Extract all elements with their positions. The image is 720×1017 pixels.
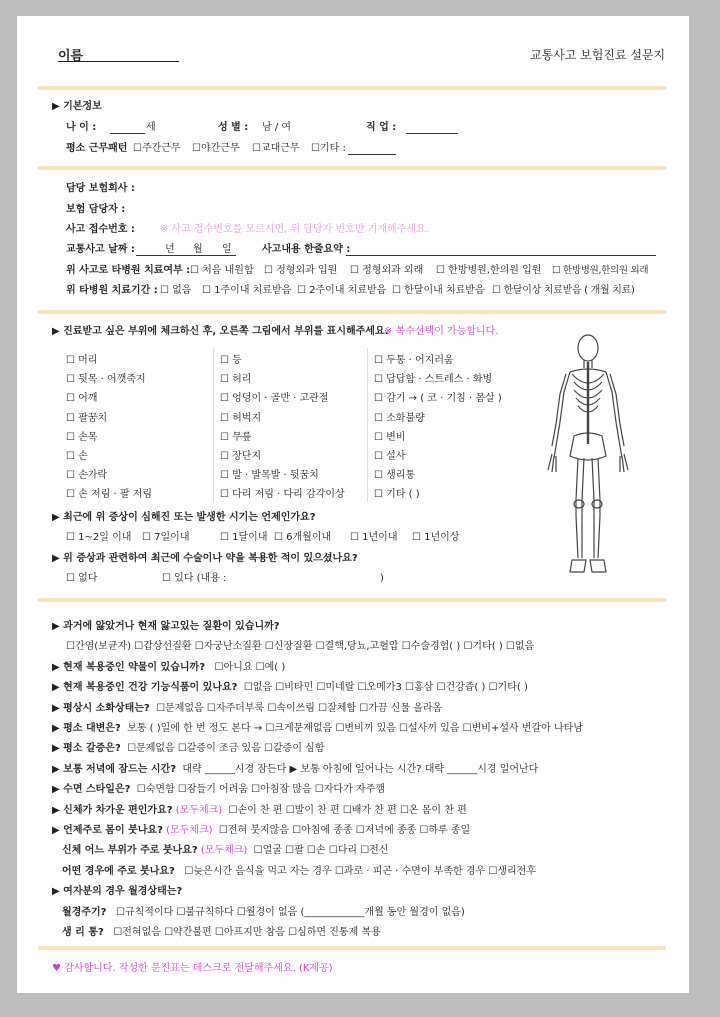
other-hospital-option[interactable]: ☐ 처음 내원함 bbox=[190, 265, 254, 276]
onset-option[interactable]: ☐ 1년이내 bbox=[350, 532, 398, 543]
treatment-period-option[interactable]: ☐ 없음 bbox=[160, 285, 192, 296]
symptom-option[interactable]: ☐ 허벅지 bbox=[220, 412, 262, 424]
symptom-option[interactable]: ☐ 설사 bbox=[374, 451, 406, 463]
work-option[interactable]: ☐교대근무 bbox=[252, 143, 300, 154]
history-question: ▶ 현재 복용중인 건강 기능식품이 있나요? bbox=[52, 682, 238, 694]
column-divider bbox=[367, 348, 368, 502]
history-row bbox=[52, 637, 583, 657]
gender-options[interactable]: 남 / 여 bbox=[262, 122, 292, 133]
history-question: ▶ 과거에 앓았거나 현재 앓고있는 질환이 있습니까? bbox=[52, 621, 280, 632]
basic-section-title: ▶ 기본정보 bbox=[52, 101, 102, 112]
treatment-period-option[interactable]: ☐ 1주이내 치료받음 bbox=[202, 285, 292, 296]
divider-band bbox=[38, 310, 666, 314]
history-question: 생 리 통? bbox=[62, 927, 104, 939]
symptom-option[interactable]: ☐ 손가락 bbox=[66, 470, 108, 482]
other-hospital-option[interactable]: ☐ 한방병원,한의원 입원 bbox=[436, 265, 542, 276]
onset-option[interactable]: ☐ 1달이내 bbox=[220, 532, 268, 543]
surgery-close-paren: ) bbox=[380, 573, 384, 584]
history-question: ▶ 평소 대변은? bbox=[52, 723, 121, 735]
work-option[interactable]: ☐기타 : bbox=[311, 143, 346, 154]
history-row bbox=[52, 923, 583, 943]
work-option[interactable]: ☐주간근무 bbox=[133, 143, 181, 154]
symptom-option[interactable]: ☐ 무릎 bbox=[220, 431, 252, 443]
history-row bbox=[52, 658, 583, 678]
treatment-period-option[interactable]: ☐ 한달이내 치료받음 bbox=[392, 285, 485, 296]
history-answer[interactable]: ☐얼굴 ☐팔 ☐손 ☐다리 ☐전신 bbox=[253, 845, 389, 857]
history-row bbox=[52, 882, 583, 902]
symptom-option[interactable]: ☐ 기타 ( ) bbox=[374, 489, 420, 501]
other-hospital-option[interactable]: ☐ 정형외과 입원 bbox=[264, 265, 338, 276]
history-row bbox=[52, 841, 583, 861]
job-label: 직 업 : bbox=[366, 122, 397, 133]
multi-select-note: ※ 복수선택이 가능합니다. bbox=[384, 326, 499, 337]
history-answer[interactable]: ☐숙면함 ☐잠들기 어려움 ☐아침잠 많음 ☐자다가 자주깸 bbox=[136, 784, 385, 796]
history-answer[interactable]: ☐아니요 ☐예( ) bbox=[214, 661, 286, 673]
history-answer[interactable]: 보통 ( )일에 한 번 정도 본다 → ☐크게문제없음 ☐변비끼 있음 ☐설사끼 있음 ☐변비+설사 번갈아 나타남 bbox=[127, 723, 583, 735]
history-block bbox=[52, 617, 583, 944]
history-row bbox=[52, 801, 583, 821]
age-unit: 세 bbox=[146, 122, 156, 133]
onset-option[interactable]: ☐ 1년이상 bbox=[412, 532, 460, 543]
symptom-option[interactable]: ☐ 손 저림 · 팔 저림 bbox=[66, 489, 152, 501]
history-question: 신체 어느 부위가 주로 붓나요? bbox=[62, 845, 198, 857]
history-question: ▶ 여자분의 경우 월경상태는? bbox=[52, 886, 183, 898]
surgery-question: ▶ 위 증상과 관련하여 최근에 수술이나 약을 복용한 적이 있으셨나요? bbox=[52, 553, 358, 564]
history-answer[interactable]: ☐늦은시간 음식을 먹고 자는 경우 ☐과로 · 피곤 · 수면이 부족한 경우 ☐생리전후 bbox=[184, 865, 536, 877]
history-question: ▶ 수면 스타일은? bbox=[52, 784, 131, 796]
history-question: ▶ 평상시 소화상태는? bbox=[52, 702, 150, 714]
other-hospital-option[interactable]: ☐ 한방병원,한의원 외래 bbox=[552, 265, 649, 276]
check-all-note: (모두체크) bbox=[166, 825, 213, 837]
thanks-text: 감사합니다. 작성한 문진표는 데스크로 전달해주세요. (K제공) bbox=[64, 963, 333, 974]
insurance-manager-label: 보험 담당자 : bbox=[66, 204, 126, 215]
footer-thanks bbox=[52, 963, 333, 975]
history-answer[interactable]: ☐전혀 붓지않음 ☐아침에 종종 ☐저녁에 종종 ☐하루 종일 bbox=[218, 825, 471, 837]
claim-note: ※ 사고 접수번호를 모르시면, 위 담당자 번호만 기재해주세요. bbox=[160, 224, 429, 235]
symptom-option[interactable]: ☐ 답답함 · 스트레스 · 화병 bbox=[374, 374, 493, 386]
insurance-company-label: 담당 보험회사 : bbox=[66, 183, 135, 194]
history-row bbox=[52, 719, 583, 739]
divider-band bbox=[38, 86, 666, 90]
surgery-no-option[interactable]: ☐ 없다 bbox=[66, 573, 98, 584]
onset-question: ▶ 최근에 위 증상이 심해진 또는 발생한 시기는 언제인가요? bbox=[52, 512, 316, 523]
claim-number-label: 사고 접수번호 : bbox=[66, 224, 135, 235]
history-answer[interactable]: ☐없음 ☐비타민 ☐미네랄 ☐오메가3 ☐홍삼 ☐건강즙( ) ☐기타( ) bbox=[243, 682, 528, 694]
symptom-option[interactable]: ☐ 엉덩이 · 골반 · 고관절 bbox=[220, 393, 329, 405]
symptom-option[interactable]: ☐ 뒷목 · 어깻죽지 bbox=[66, 374, 146, 386]
treatment-period-option[interactable]: ☐ 한달이상 치료받음 ( 개월 치료) bbox=[492, 285, 635, 296]
onset-option[interactable]: ☐ 7일이내 bbox=[142, 532, 190, 543]
onset-option[interactable]: ☐ 1~2일 이내 bbox=[66, 532, 132, 543]
work-option[interactable]: ☐야간근무 bbox=[192, 143, 240, 154]
history-row bbox=[52, 821, 583, 841]
history-answer[interactable]: ☐규칙적이다 ☐불규칙하다 ☐월경이 없음 (____________개월 동안 월경이 없음) bbox=[116, 906, 465, 918]
form-title: 교통사고 보험진료 설문지 bbox=[530, 48, 666, 62]
divider-band bbox=[38, 946, 666, 950]
onset-option[interactable]: ☐ 6개월이내 bbox=[274, 532, 332, 543]
other-hospital-label: 위 사고로 타병원 치료여부 : bbox=[66, 265, 191, 276]
symptom-col1 bbox=[66, 351, 152, 505]
history-row bbox=[52, 862, 583, 882]
work-other-field[interactable] bbox=[348, 154, 396, 155]
history-row bbox=[52, 678, 583, 698]
symptom-option[interactable]: ☐ 소화불량 bbox=[374, 412, 425, 424]
accident-date-label: 교통사고 날짜 : bbox=[66, 244, 135, 255]
name-label: 이름 bbox=[58, 49, 84, 64]
symptom-option[interactable]: ☐ 장단지 bbox=[220, 451, 262, 463]
history-row bbox=[52, 760, 583, 780]
divider-band bbox=[38, 166, 666, 170]
column-divider bbox=[213, 348, 214, 502]
history-question: ▶ 신체가 차가운 편인가요? bbox=[52, 804, 173, 816]
history-row bbox=[52, 903, 583, 923]
accident-summary-field[interactable] bbox=[346, 255, 656, 256]
symptom-option[interactable]: ☐ 등 bbox=[220, 355, 242, 366]
symptom-option[interactable]: ☐ 손 bbox=[66, 451, 88, 463]
divider-band bbox=[38, 598, 666, 602]
history-row bbox=[52, 699, 583, 719]
date-day: 일 bbox=[222, 244, 232, 255]
age-label: 나 이 : bbox=[66, 122, 97, 133]
check-all-note: (모두체크) bbox=[175, 804, 223, 816]
symptom-option[interactable]: ☐ 손목 bbox=[66, 431, 98, 443]
accident-summary-label: 사고내용 한줄요약 : bbox=[262, 244, 351, 255]
history-question: ▶ 현재 복용중인 약물이 있습니까? bbox=[52, 661, 205, 673]
history-question: 어떤 경우에 주로 붓나요? bbox=[62, 865, 175, 877]
age-field[interactable] bbox=[110, 133, 145, 134]
symptom-option[interactable]: ☐ 머리 bbox=[66, 355, 98, 366]
symptom-option[interactable]: ☐ 다리 저림 · 다리 감각이상 bbox=[220, 489, 345, 501]
job-field[interactable] bbox=[406, 133, 458, 134]
symptom-option[interactable]: ☐ 발 · 발목발 · 뒷꿈치 bbox=[220, 470, 319, 482]
other-hospital-option[interactable]: ☐ 정형외과 외래 bbox=[350, 265, 424, 276]
history-row bbox=[52, 617, 583, 637]
symptom-option[interactable]: ☐ 팔꿈치 bbox=[66, 412, 108, 424]
history-question: ▶ 보통 저녁에 잠드는 시간? bbox=[52, 763, 177, 775]
heart-icon: ♥ bbox=[52, 963, 61, 974]
symptom-option[interactable]: ☐ 변비 bbox=[374, 431, 406, 443]
accident-date-field[interactable] bbox=[136, 255, 236, 256]
history-answer[interactable]: ☐문제없음 ☐갈증이 조금 있음 ☐갈증이 심함 bbox=[127, 743, 325, 755]
history-answer[interactable]: ☐간염(보균자) ☐갑상선질환 ☐자궁난소질환 ☐신장질환 ☐결핵,당뇨,고혈압 ☐수술경험( ) ☐기타( ) ☐없음 bbox=[66, 641, 535, 653]
history-question: ▶ 평소 갈증은? bbox=[52, 743, 121, 755]
symptom-col3 bbox=[374, 351, 502, 505]
surgery-yes-option[interactable]: ☐ 있다 (내용 : bbox=[162, 573, 227, 584]
work-pattern-label: 평소 근무패턴 bbox=[66, 143, 128, 154]
history-question: 월경주기? bbox=[62, 906, 107, 918]
symptom-option[interactable]: ☐ 허리 bbox=[220, 374, 252, 386]
symptom-col2 bbox=[220, 351, 345, 505]
check-all-note: (모두체크) bbox=[200, 845, 248, 857]
history-answer[interactable]: ☐문제없음 ☐자주더부룩 ☐속이쓰림 ☐잘체함 ☐가끔 신물 올라옴 bbox=[156, 702, 443, 714]
skeleton-body-diagram[interactable] bbox=[540, 332, 636, 582]
date-month: 월 bbox=[193, 244, 203, 255]
gender-label: 성 별 : bbox=[218, 122, 249, 133]
history-row bbox=[52, 739, 583, 759]
symptom-option[interactable]: ☐ 어깨 bbox=[66, 393, 98, 405]
symptom-option[interactable]: ☐ 감기 → ( 코 · 기침 · 몸살 ) bbox=[374, 393, 502, 405]
history-answer[interactable]: ☐손이 찬 편 ☐발이 찬 편 ☐배가 찬 편 ☐온 몸이 찬 편 bbox=[228, 804, 467, 816]
history-answer[interactable]: ☐전혀없음 ☐약간불편 ☐아프지만 참음 ☐심하면 진통제 복용 bbox=[113, 927, 381, 939]
treatment-period-label: 위 타병원 치료기간 : bbox=[66, 285, 158, 296]
date-year: 년 bbox=[165, 244, 175, 255]
history-question: ▶ 언제주로 몸이 붓나요? bbox=[52, 825, 163, 837]
symptoms-section-title: ▶ 진료받고 싶은 부위에 체크하신 후, 오른쪽 그림에서 부위를 표시해주세요. bbox=[52, 326, 389, 337]
name-underline bbox=[58, 61, 179, 62]
history-answer[interactable]: 대략 ______시경 잠든다 ▶ 보통 아침에 일어나는 시간? 대략 ______시경 일어난다 bbox=[182, 763, 539, 775]
symptom-option[interactable]: ☐ 생리통 bbox=[374, 470, 416, 482]
symptom-option[interactable]: ☐ 두통 · 어지러움 bbox=[374, 355, 454, 366]
history-row bbox=[52, 780, 583, 800]
treatment-period-option[interactable]: ☐ 2주이내 치료받음 bbox=[297, 285, 387, 296]
